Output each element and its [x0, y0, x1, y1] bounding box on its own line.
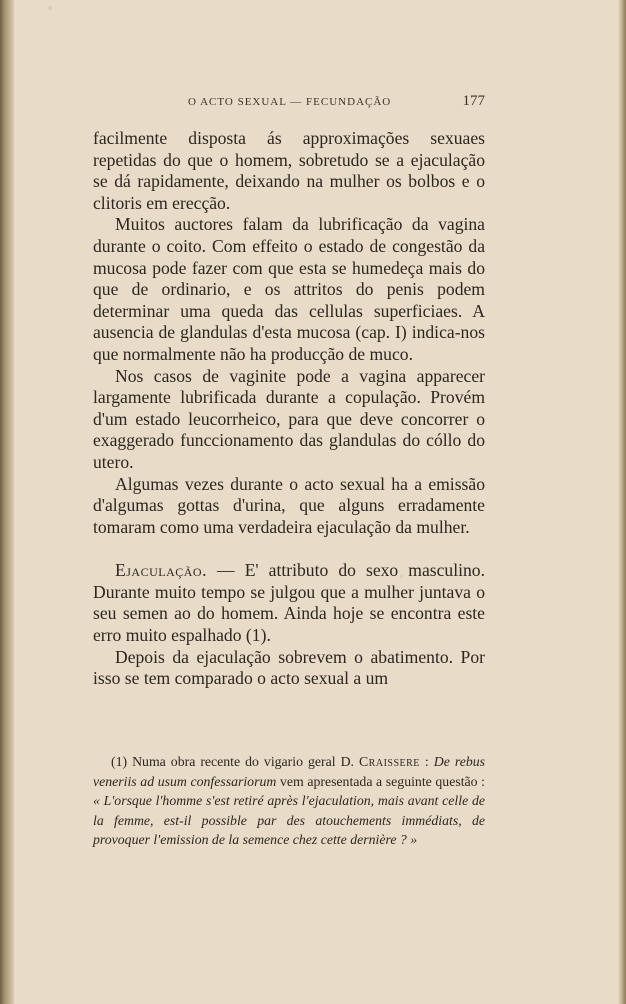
running-head-title: O ACTO SEXUAL — FECUNDAÇÃO	[188, 96, 392, 108]
paragraph: Depois da ejaculação sobrevem o abatimento. Por isso se tem comparado o acto sexual a um	[93, 646, 485, 689]
footnote-author: Craissere	[358, 754, 420, 769]
section-text: — E' attributo do sexo masculino. Durante muito tempo se julgou que a mulher juntava o seu semen ao do homem. Ainda hoje se encontra este erro muito espalhado (1).	[93, 560, 485, 646]
footnote-paragraph	[93, 752, 485, 850]
section-gap	[93, 538, 485, 560]
footnote-quote: « L'orsque l'homme s'est retiré après l'ejaculation, mais avant celle de la femme, est-il possible par des atouchements immédiats, de provoquer l'emission de la semence chez cette dernière ? »	[93, 793, 485, 847]
footnote-colon: :	[419, 754, 429, 769]
section-paragraph	[93, 560, 485, 646]
page-binding-edge	[0, 0, 14, 1004]
paragraph: Muitos auctores falam da lubrificação da vagina durante o coito. Com effeito o estado de congestão da mucosa pode fazer com que esta se humedeça mais do que de ordinario, e os attritos do penis podem determinar uma queda das cellulas superficiaes. A ausencia de glandulas d'esta mucosa (cap. I) indica-nos que normalmente não ha producção de muco.	[93, 214, 485, 364]
page-outer-edge	[618, 0, 626, 1004]
footnote	[93, 752, 485, 850]
running-head	[93, 93, 485, 113]
paragraph: facilmente disposta ás approximações sexuaes repetidas do que o homem, sobretudo se a ejaculação se dá rapidamente, deixando na mulher os bolbos e o clitoris em erecção.	[93, 128, 485, 213]
body-text	[93, 128, 485, 690]
footnote-marker: (1)	[111, 754, 128, 769]
footnote-work-title: De rebus veneriis ad usum confessariorum	[93, 754, 485, 789]
paragraph: Nos casos de vaginite pode a vagina apparecer largamente lubrificada durante a copulação. Provém d'um estado leucorrheico, para que deve concorrer o exaggerado funccionamento das glandulas do cóllo do utero.	[93, 365, 485, 472]
paragraph: Algumas vezes durante o acto sexual ha a emissão d'algumas gottas d'urina, que alguns erradamente tomaram como uma verdadeira ejaculação da mulher.	[93, 473, 485, 537]
section-heading: Ejaculação.	[115, 560, 207, 581]
page-number: 177	[462, 93, 485, 109]
footnote-intro: Numa obra recente do vigario geral D.	[127, 754, 359, 769]
footnote-middle: vem apresentada a seguinte questão :	[276, 773, 486, 789]
paper-speck	[48, 6, 52, 10]
